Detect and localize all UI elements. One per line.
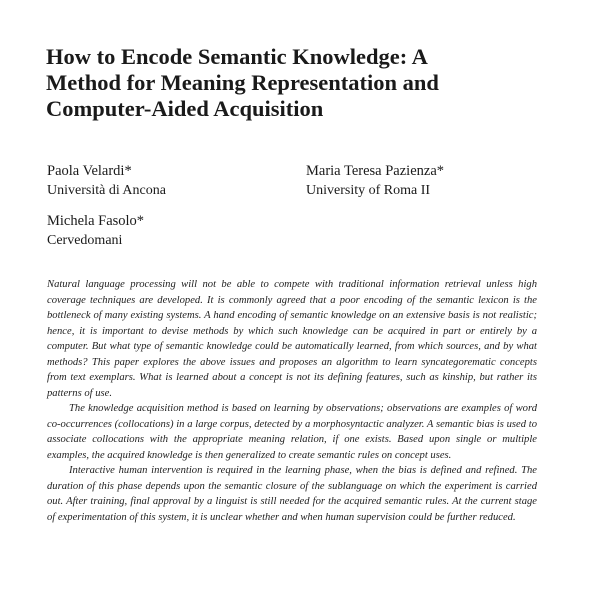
paper-title <box>46 44 566 122</box>
abstract-paragraph: Interactive human intervention is required in the learning phase, when the bias is defined and refined. The duration of this phase depends upon the semantic closure of the sublanguage on which the experiment is carried out. After training, final approval by a linguist is still needed for the acquired semantic rules. At the current stage of experimentation of this system, it is unclear whether and when human supervision could be further reduced. <box>47 465 537 523</box>
title-line: How to Encode Semantic Knowledge: A <box>46 44 428 69</box>
author-block <box>47 212 144 250</box>
author-name: Paola Velardi* <box>47 163 132 179</box>
author-block <box>306 162 444 200</box>
author-affiliation: Università di Ancona <box>47 183 166 198</box>
abstract <box>47 277 537 525</box>
abstract-paragraph: Natural language processing will not be able to compete with traditional information retrieval unless high coverage techniques are developed. It is commonly agreed that a poor encoding of the semantic lexicon is the bottleneck of many existing systems. A hand encoding of semantic knowledge on an extensive basis is not realistic; hence, it is important to devise methods by which such knowledge can be acquired in part or entirely by a computer. But what type of semantic knowledge could be automatically learned, from which sources, and by what methods? This paper explores the above issues and proposes an algorithm to learn syncategorematic concepts from text exemplars. What is learned about a concept is not its defining features, such as kinship, but rather its patterns of use. <box>47 279 537 399</box>
title-line: Computer-Aided Acquisition <box>46 96 324 121</box>
author-name: Maria Teresa Pazienza* <box>306 163 445 179</box>
author-block <box>47 162 166 200</box>
abstract-paragraph: The knowledge acquisition method is based on learning by observations; observations are examples of word co-occurrences (collocations) in a large corpus, detected by a morphosyntactic analyzer. A semantic bias is used to associate collocations with the appropriate meaning relation, if one exists. Based upon single or multiple examples, the acquired knowledge is then generalized to create semantic rules on concept uses. <box>47 403 537 461</box>
author-name: Michela Fasolo* <box>47 213 145 229</box>
author-affiliation: Cervedomani <box>47 233 123 248</box>
title-line: Method for Meaning Representation and <box>46 70 439 95</box>
author-affiliation: University of Roma II <box>306 183 431 198</box>
